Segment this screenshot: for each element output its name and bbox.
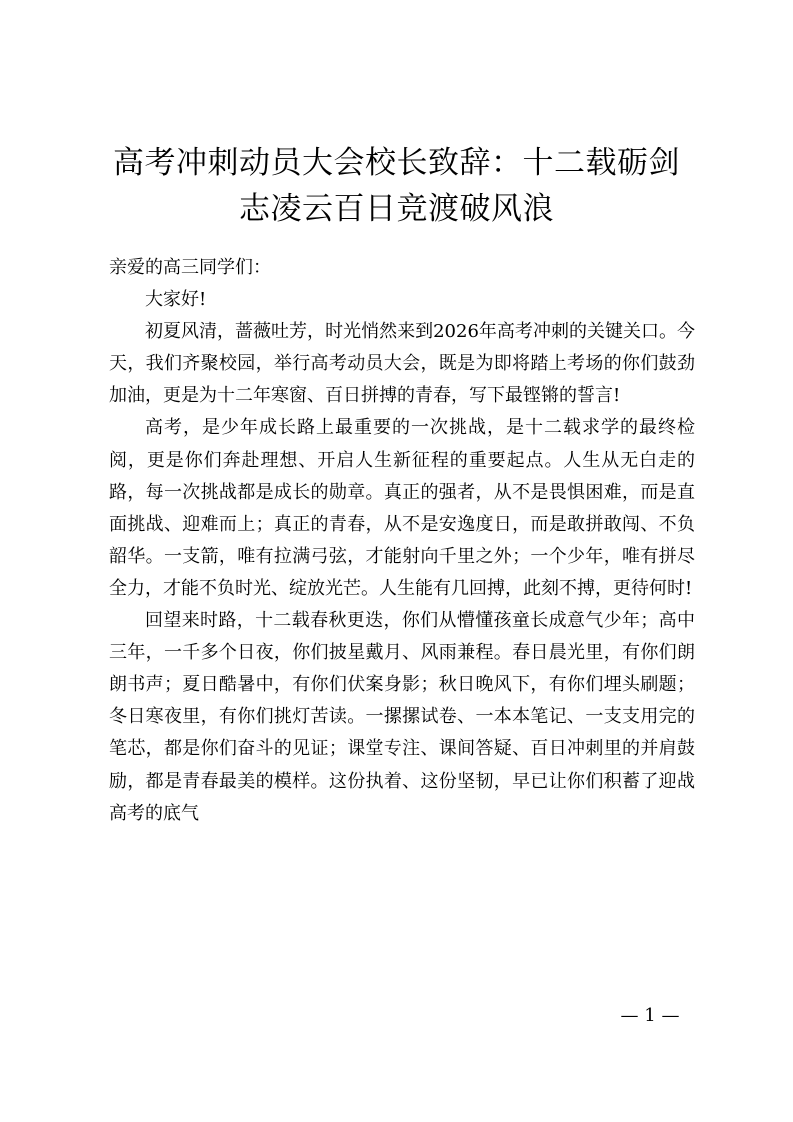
body-paragraph: 回望来时路，十二载春秋更迭，你们从懵懂孩童长成意气少年；高中三年，一千多个日夜，你们披星戴月、风雨兼程。春日晨光里，有你们朗朗书声；夏日酷暑中，有你们伏案身影；秋日晚风下，有你们埋头刷题；冬日寒夜里，有你们挑灯苦读。一摞摞试卷、一本本笔记、一支支用完的笔芯，都是你们奋斗的见证；课堂专注、课间答疑、百日冲刺里的并肩鼓励，都是青春最美的模样。这份执着、这份坚韧，早已让你们积蓄了迎战高考的底气 (109, 610, 695, 824)
salutation: 亲爱的高三同学们： (109, 257, 271, 278)
document-body (109, 252, 695, 830)
document-title (80, 140, 713, 232)
greeting: 大家好! (145, 289, 207, 311)
title-line-2: 志凌云百日竞渡破风浪 (239, 191, 554, 227)
body-paragraph: 初夏风清，蔷薇吐芳，时光悄然来到2026年高考冲刺的关键关口。今天，我们齐聚校园，举行高考动员大会，既是为即将踏上考场的你们鼓劲加油，更是为十二年寒窗、百日拼搏的青春，写下最铿锵的誓言! (109, 321, 695, 407)
page-number: — 1 — (620, 1005, 680, 1026)
title-line-1: 高考冲刺动员大会校长致辞：十二载砺剑 (113, 145, 680, 181)
body-paragraph: 高考，是少年成长路上最重要的一次挑战，是十二载求学的最终检阅，更是你们奔赴理想、开启人生新征程的重要起点。人生从无白走的路，每一次挑战都是成长的勋章。真正的强者，从不是畏惧困难，而是直面挑战、迎难而上；真正的青春，从不是安逸度日，而是敢拼敢闯、不负韶华。一支箭，唯有拉满弓弦，才能射向千里之外；一个少年，唯有拼尽全力，才能不负时光、绽放光芒。人生能有几回搏，此刻不搏，更待何时! (109, 417, 695, 599)
